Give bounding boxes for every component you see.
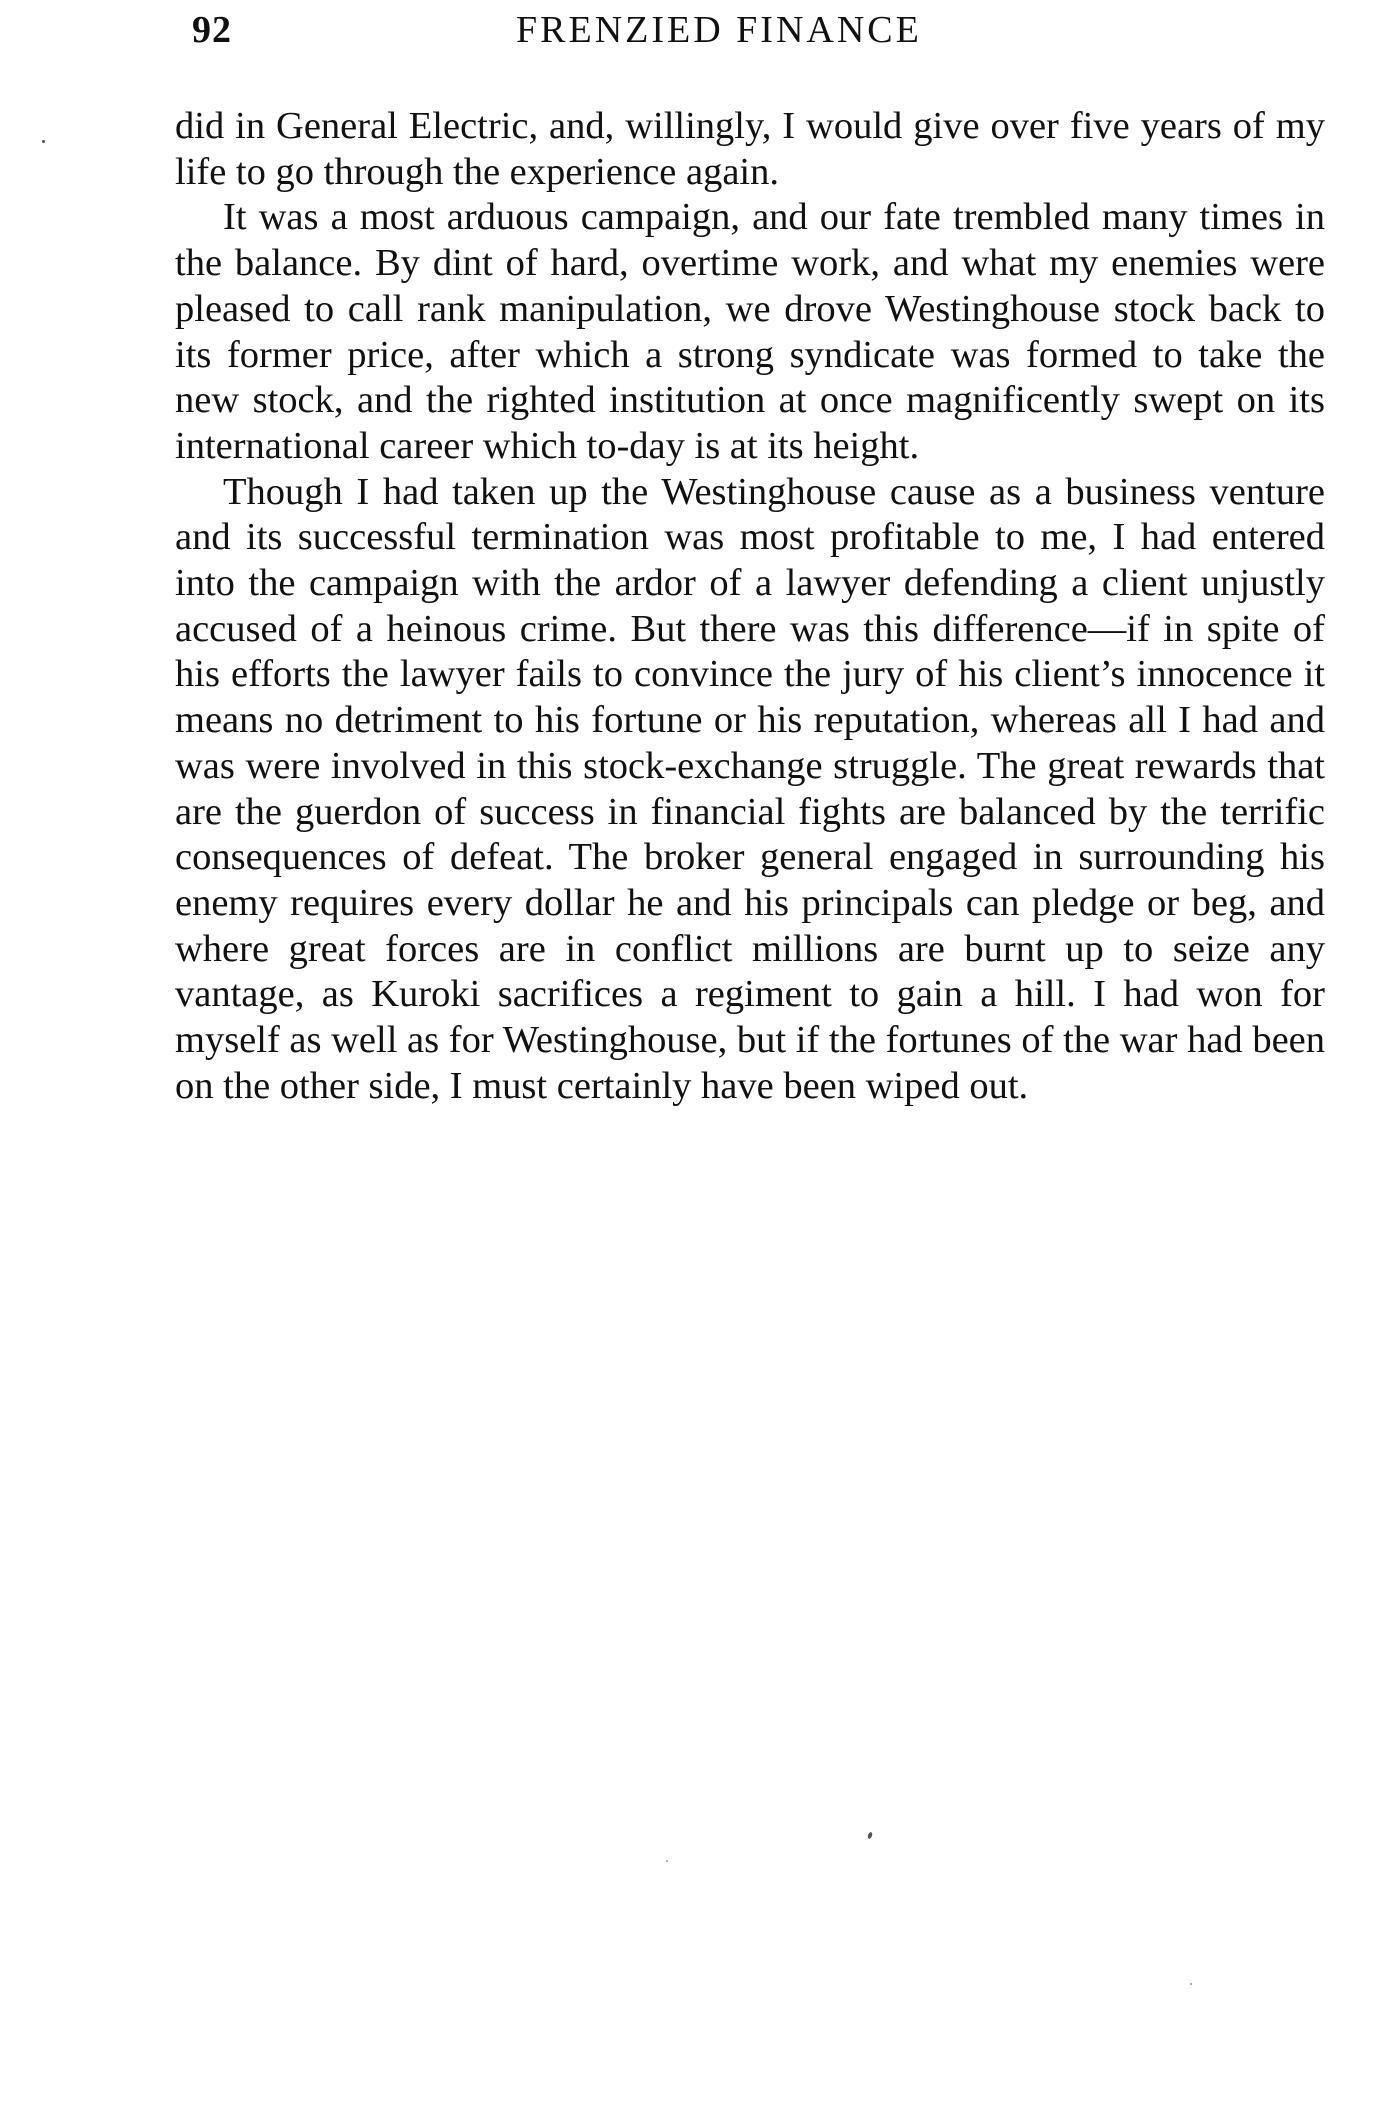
- paragraph-westinghouse-cause: Though I had taken up the Westinghouse cause as a business venture and its successful termination was most profitable to me, I had entered into the campaign with the ardor of a lawyer defending a client unjustly accused of a heinous crime. But there was this difference—if in spite of his efforts the lawyer fails to convince the jury of his client’s innocence it means no detriment to his fortune or his reputation, whereas all I had and was were involved in this stock-exchange struggle. The great rewards that are the guerdon of success in financial fights are balanced by the terrific consequences of defeat. The broker general engaged in surrounding his enemy requires every dollar he and his principals can pledge or beg, and where great forces are in conflict millions are burnt up to seize any vantage, as Kuroki sacrifices a regiment to gain a hill. I had won for myself as well as for Westinghouse, but if the fortunes of the war had been on the other side, I must certainly have been wiped out.: [175, 470, 1325, 1107]
- paragraph-campaign: It was a most arduous campaign, and our fate trembled many times in the balance. By dint of hard, overtime work, and what my enemies were pleased to call rank manipulation, we drove Westinghouse stock back to its former price, after which a strong syndicate was formed to take the new stock, and the righted institution at once magnificently swept on its international career which to-day is at its height.: [175, 196, 1325, 467]
- page-number: 92: [192, 9, 232, 51]
- scan-speck: [666, 1860, 668, 1862]
- scan-speck: [1190, 1983, 1192, 1985]
- book-title: FRENZIED FINANCE: [516, 9, 922, 51]
- running-header: [192, 8, 1322, 58]
- scan-speck: [867, 1832, 873, 1840]
- paragraph-continuation: did in General Electric, and, willingly, I would give over five years of my life to go through the experience again.: [175, 105, 1325, 193]
- scan-speck: [42, 140, 45, 143]
- body-text: [175, 104, 1325, 1109]
